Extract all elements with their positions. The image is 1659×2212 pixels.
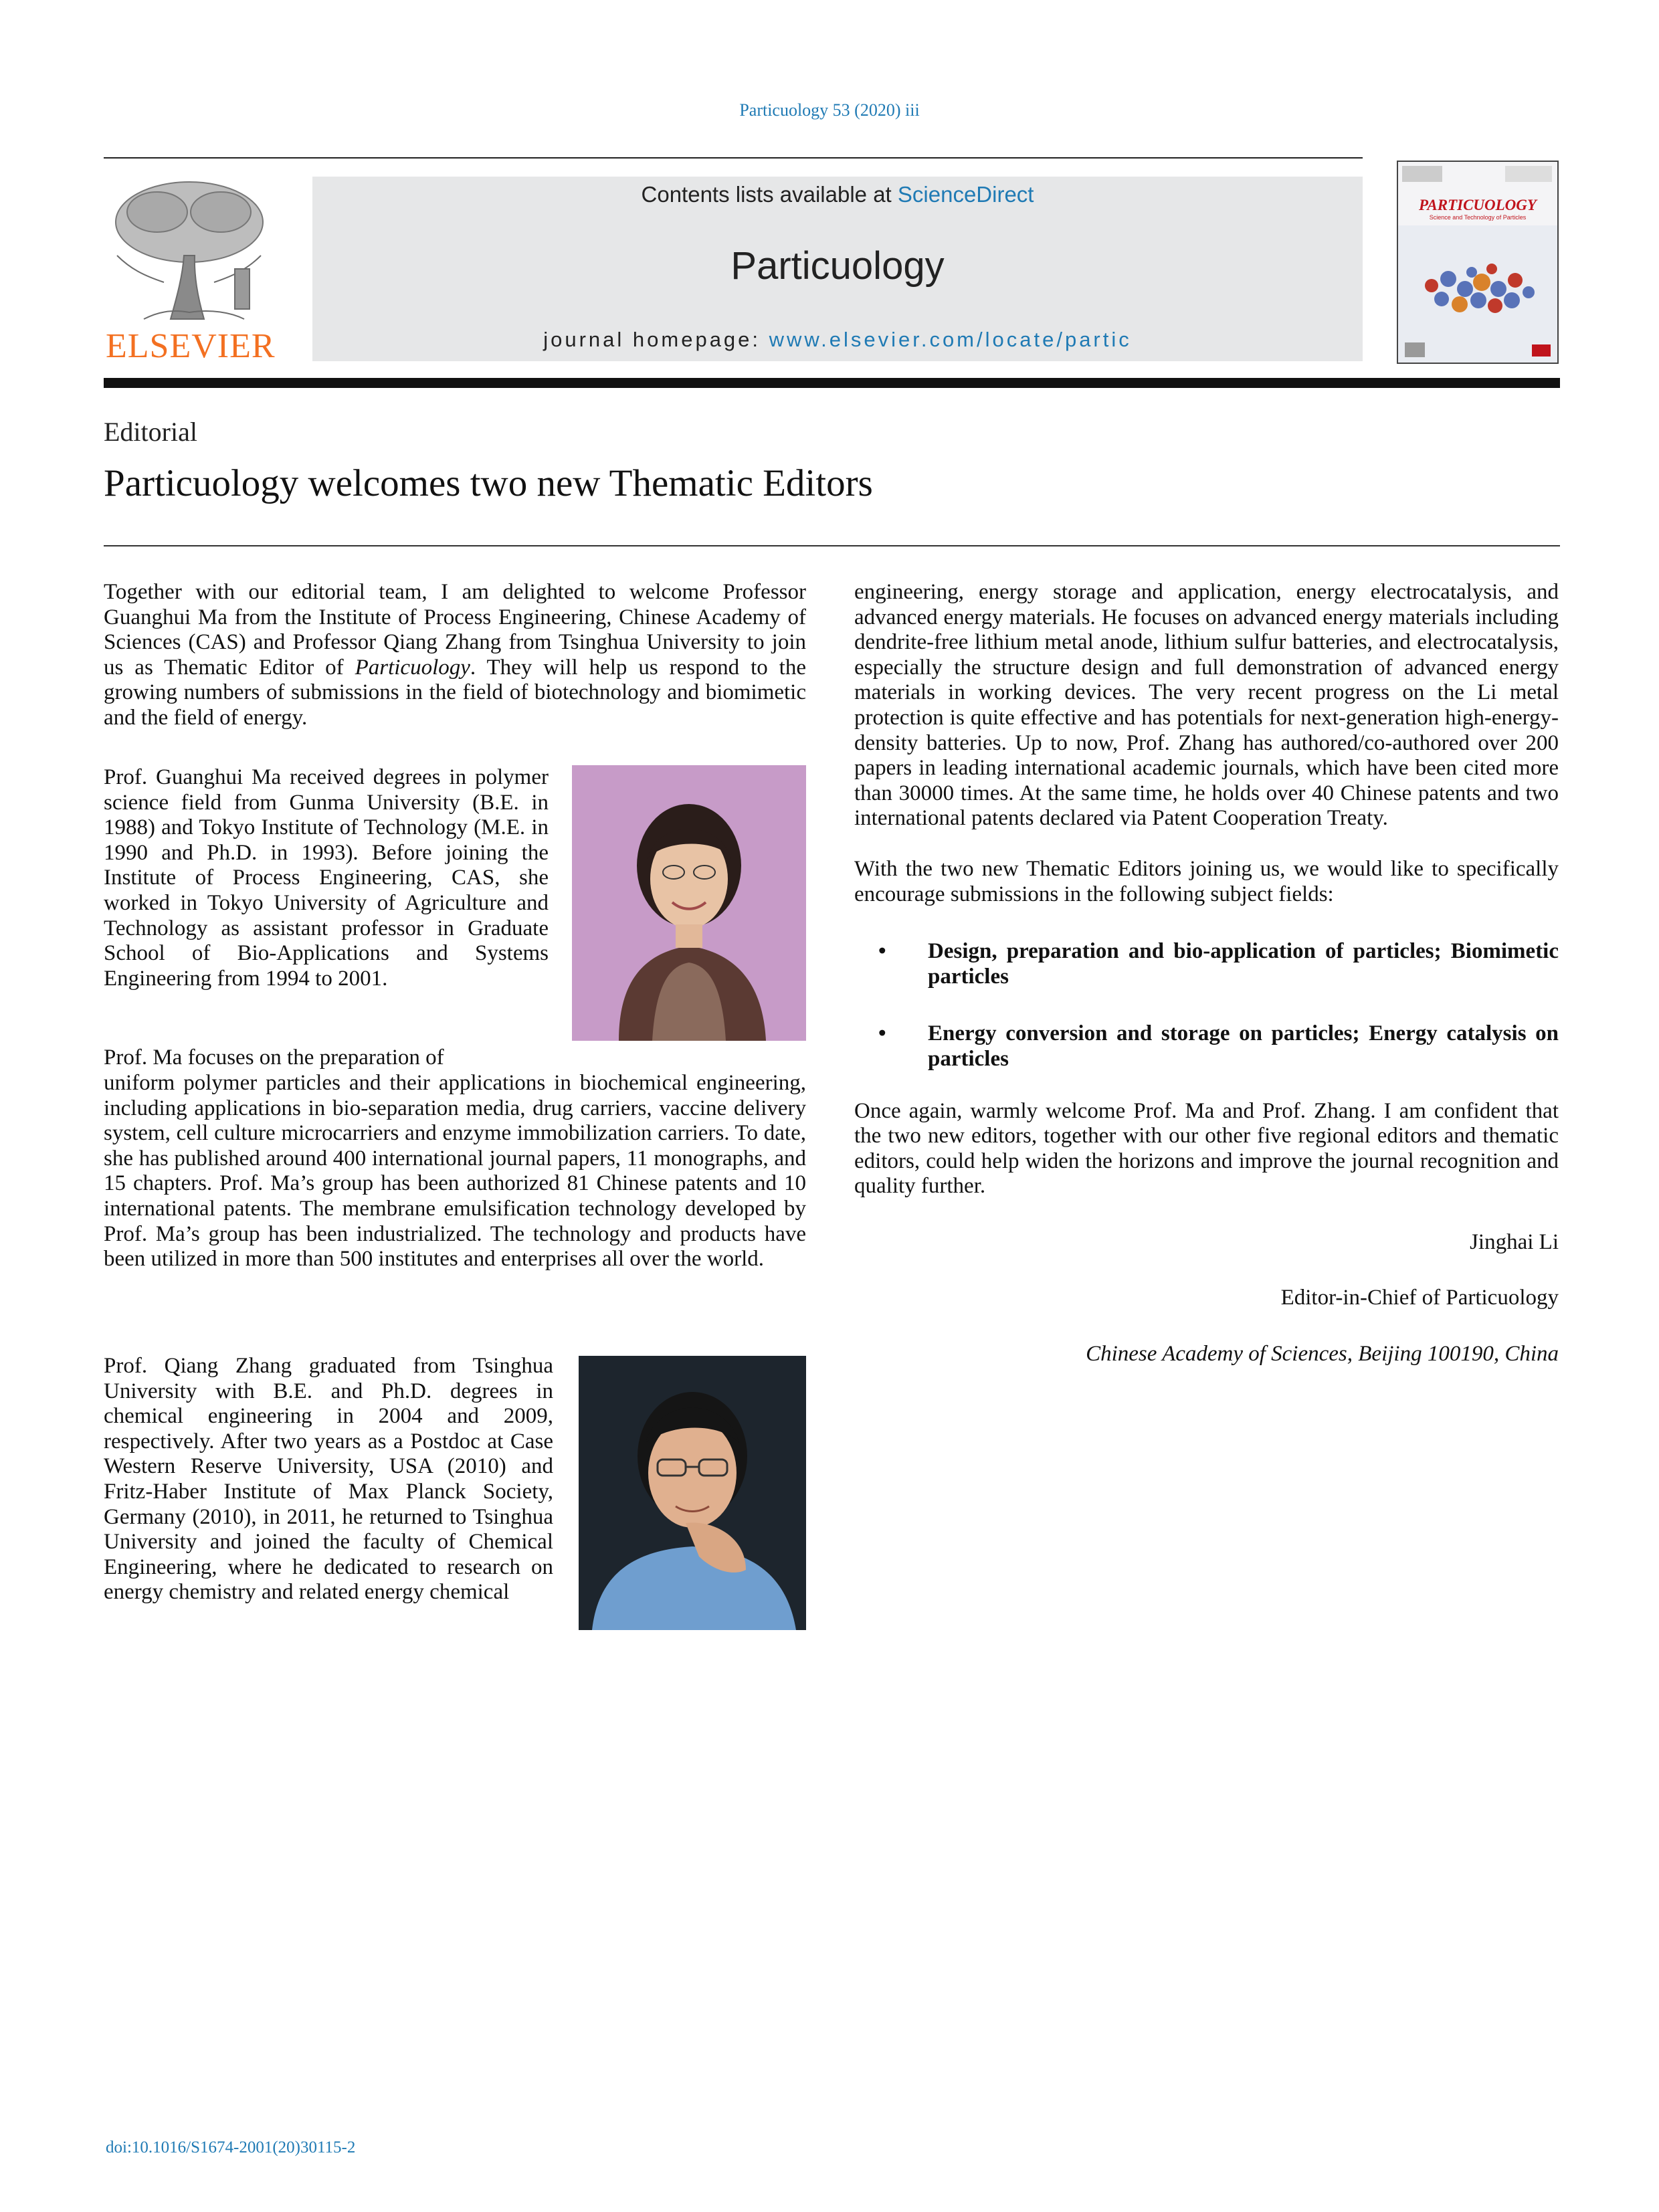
signature-name: Jinghai Li xyxy=(1470,1229,1559,1254)
intro-text-b: . They will help us respond to the growing numbers of submissions in the field of biotechnology and biomimetic and the field of energy. xyxy=(104,655,807,730)
header-thick-rule xyxy=(104,378,1560,388)
subject-field-item xyxy=(854,939,1559,989)
left-column-p4 xyxy=(104,1354,553,1605)
zhang-research-paragraph: engineering, energy storage and application, energy electrocatalysis, and advanced energy materials. He focuses on advanced energy materials including dendrite-free lithium metal anode, lithium sulfur batteries, and electrocatalysis, especially the structure design and full demonstration of advanced energy materials in working devices. The very recent progress on the Li metal protection is quite effective and has potentials for next-generation high-energy-density batteries. Up to now, Prof. Zhang has authored/co-authored over 200 papers in leading international academic journals, which have been cited more than 30000 times. At the same time, he holds over 40 Chinese patents and two international patents declared via Patent Cooperation Treaty. xyxy=(854,580,1559,831)
journal-banner xyxy=(312,177,1363,361)
doi-link[interactable]: doi:10.1016/S1674-2001(20)30115-2 xyxy=(106,2138,356,2156)
ma-research-paragraph: uniform polymer particles and their applications in biochemical engineering, including applications in bio-separation media, drug carriers, vaccine delivery system, cell culture microcarriers and enzyme immobilization carriers. To date, she has published around 400 international journal papers, 11 monographs, and 15 chapters. Prof. Ma’s group has been authorized 81 Chinese patents and 10 international patents. The membrane emulsification technology developed by Prof. Ma’s group has been industrialized. The technology and products have been utilized in more than 500 institutes and enterprises all over the world. xyxy=(104,1071,806,1272)
closing-paragraph: Once again, warmly welcome Prof. Ma and Prof. Zhang. I am confident that the two new editors, together with our other five regional editors and thematic editors, could help widen the horizons and improve the journal recognition and quality further. xyxy=(854,1098,1559,1199)
left-column-p3-wrap xyxy=(104,1045,549,1071)
title-rule xyxy=(104,545,1560,546)
signature-role: Editor-in-Chief of Particuology xyxy=(1280,1286,1559,1310)
journal-title: Particuology xyxy=(730,244,945,288)
contents-prefix: Contents lists available at xyxy=(641,182,898,207)
ma-research-first-line: Prof. Ma focuses on the preparation of xyxy=(104,1045,444,1070)
sciencedirect-link[interactable]: ScienceDirect xyxy=(897,182,1034,207)
journal-name-italic: Particuology xyxy=(355,655,470,680)
article-title: Particuology welcomes two new Thematic Editors xyxy=(104,462,873,504)
elsevier-wordmark: ELSEVIER xyxy=(106,327,276,365)
subject-field-item xyxy=(854,1021,1559,1072)
left-column-p2 xyxy=(104,765,549,991)
header-rule xyxy=(104,157,1363,159)
elsevier-tree-logo xyxy=(104,175,274,326)
zhang-bio-paragraph: Prof. Qiang Zhang graduated from Tsinghua University with B.E. and Ph.D. degrees in chemical engineering in 2004 and 2009, respectively. After two years as a Postdoc at Case Western Reserve University, USA (2010) and Fritz-Haber Institute of Max Planck Society, Germany (2010), in 2011, he returned to Tsinghua University and joined the faculty of Chemical Engineering, where he dedicated to research on energy chemistry and related energy chemical xyxy=(104,1354,553,1605)
left-column-p3 xyxy=(104,1071,806,1272)
intro-paragraph xyxy=(104,580,806,731)
homepage-line xyxy=(312,328,1363,352)
contents-line xyxy=(312,182,1363,207)
homepage-prefix: journal homepage: xyxy=(543,328,769,351)
subject-fields-list xyxy=(854,939,1559,1072)
cover-title: PARTICUOLOGY xyxy=(1419,197,1537,213)
cover-particles-image xyxy=(1398,225,1557,363)
article-section-label: Editorial xyxy=(104,417,197,447)
running-header: Particuology 53 (2020) iii xyxy=(739,100,920,120)
subject-field-text: Design, preparation and bio-application of particles; Biomimetic particles xyxy=(928,939,1559,989)
cover-info-block xyxy=(1505,166,1552,182)
journal-cover-thumbnail xyxy=(1397,161,1559,364)
intro-text-a: Together with our editorial team, I am delighted to welcome Professor Guanghui Ma from the Institute of Process Engineering, Chinese Academy of Sciences (CAS) and Professor Qiang Zhang from Tsinghua University to join us as Thematic Editor of xyxy=(104,580,806,680)
cover-logo-block xyxy=(1402,166,1442,182)
bullet-icon: • xyxy=(878,939,886,964)
portrait-qiang-zhang xyxy=(579,1356,806,1630)
right-column xyxy=(854,580,1559,1367)
portrait-guanghui-ma xyxy=(572,765,806,1041)
cover-subtitle: Science and Technology of Particles xyxy=(1429,214,1527,221)
ma-bio-paragraph: Prof. Guanghui Ma received degrees in polymer science field from Gunma University (B.E. in 1988) and Tokyo Institute of Technology (M.E. in 1990 and Ph.D. in 1993). Before joining the Institute of Process Engineering, CAS, she worked in Tokyo University of Agriculture and Technology as assistant professor in Graduate School of Bio-Applications and Systems Engineering from 1994 to 2001. xyxy=(104,765,549,991)
signature-affiliation: Chinese Academy of Sciences, Beijing 100190, China xyxy=(1086,1342,1559,1367)
subject-field-text: Energy conversion and storage on particles; Energy catalysis on particles xyxy=(928,1021,1559,1071)
bullet-icon: • xyxy=(878,1021,886,1046)
homepage-link[interactable]: www.elsevier.com/locate/partic xyxy=(769,328,1132,351)
left-column-p1 xyxy=(104,580,806,731)
encourage-paragraph: With the two new Thematic Editors joining us, we would like to specifically encourage submissions in the following subject fields: xyxy=(854,856,1559,906)
